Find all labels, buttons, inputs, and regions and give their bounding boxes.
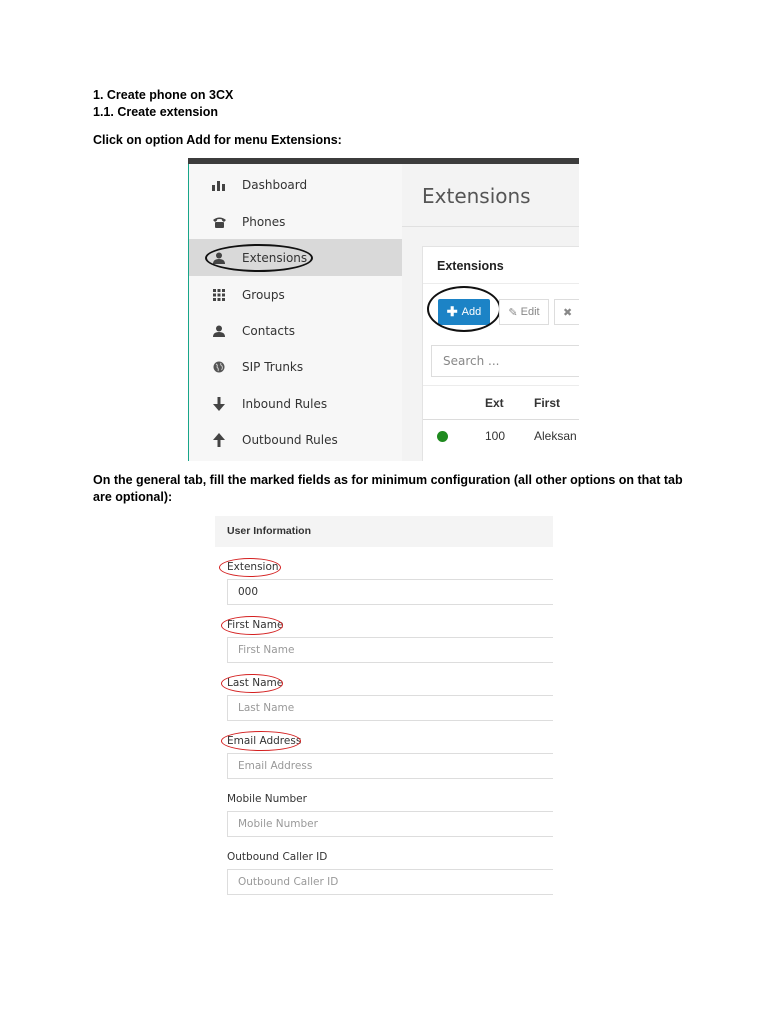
doc-instruction-2-continued: are optional): — [93, 490, 173, 504]
sidebar-item-label: Extensions — [242, 250, 308, 265]
sidebar-item-label: Dashboard — [242, 177, 308, 192]
section-header — [215, 516, 553, 547]
search-input[interactable]: Search ... — [431, 345, 579, 377]
highlight-oval-last-name — [221, 674, 283, 693]
last-name-label: Last Name — [227, 677, 284, 689]
bar-chart-icon — [204, 179, 234, 191]
grid-icon — [204, 289, 234, 301]
pencil-icon: ✎ — [508, 306, 518, 319]
table-cell-ext[interactable]: 100 — [485, 429, 506, 443]
first-name-label: First Name — [227, 619, 284, 631]
sidebar-item-label: Contacts — [242, 323, 295, 338]
arrow-up-icon — [204, 433, 234, 447]
extension-field[interactable]: 000 — [227, 579, 553, 605]
doc-instruction-1: Click on option Add for menu Extensions: — [93, 133, 342, 147]
extension-label: Extension — [227, 561, 279, 573]
highlight-circle-extensions — [205, 244, 313, 272]
delete-button[interactable] — [554, 299, 579, 325]
sidebar — [189, 164, 403, 461]
extensions-panel — [422, 246, 579, 461]
sidebar-item-label: Groups — [242, 287, 285, 302]
user-icon — [204, 325, 234, 337]
sidebar-item-outbound-rules[interactable] — [189, 421, 402, 458]
close-icon: ✖ — [563, 306, 573, 319]
sidebar-item-label: Outbound Rules — [242, 432, 338, 447]
sidebar-item-dashboard[interactable] — [189, 166, 402, 203]
extensions-screenshot — [188, 158, 579, 461]
sidebar-item-inbound-rules[interactable] — [189, 385, 402, 422]
doc-heading-1: 1. Create phone on 3CX — [93, 88, 234, 102]
arrow-down-icon — [204, 397, 234, 411]
edit-button[interactable] — [499, 299, 549, 325]
sidebar-item-label: Inbound Rules — [242, 396, 328, 411]
outbound-caller-id-field[interactable]: Outbound Caller ID — [227, 869, 553, 895]
highlight-oval-email-address — [221, 731, 301, 751]
plus-icon: ✚ — [446, 304, 458, 319]
first-name-field[interactable]: First Name — [227, 637, 553, 663]
edit-button-label: Edit — [520, 306, 540, 318]
last-name-field[interactable]: Last Name — [227, 695, 553, 721]
sidebar-item-label: Phones — [242, 214, 286, 229]
column-header-ext[interactable]: Ext — [485, 396, 504, 410]
phone-icon — [204, 216, 234, 228]
sidebar-item-sip-trunks[interactable] — [189, 348, 402, 385]
section-title: User Information — [227, 525, 312, 537]
status-online-icon — [437, 431, 448, 442]
user-information-screenshot — [215, 516, 553, 896]
globe-icon — [204, 361, 234, 373]
mobile-number-label: Mobile Number — [227, 793, 307, 805]
email-address-label: Email Address — [227, 735, 302, 747]
panel-title: Extensions — [437, 259, 504, 273]
sidebar-item-contacts[interactable] — [189, 312, 402, 349]
email-address-field[interactable]: Email Address — [227, 753, 553, 779]
column-header-first[interactable]: First — [534, 396, 561, 410]
table-cell-first[interactable]: Aleksan — [534, 429, 577, 443]
page-title: Extensions — [422, 184, 531, 208]
highlight-circle-add — [427, 286, 501, 332]
sidebar-item-label: SIP Trunks — [242, 359, 304, 374]
sidebar-item-groups[interactable] — [189, 276, 402, 313]
add-button-label: Add — [461, 306, 482, 318]
highlight-oval-first-name — [221, 616, 283, 635]
highlight-oval-extension — [219, 558, 281, 577]
outbound-caller-id-label: Outbound Caller ID — [227, 851, 328, 863]
sidebar-item-phones[interactable] — [189, 203, 402, 240]
doc-instruction-2: On the general tab, fill the marked fields as for minimum configuration (all other options on that tab — [93, 473, 683, 487]
doc-heading-2: 1.1. Create extension — [93, 105, 219, 119]
main-content — [402, 164, 579, 461]
mobile-number-field[interactable]: Mobile Number — [227, 811, 553, 837]
